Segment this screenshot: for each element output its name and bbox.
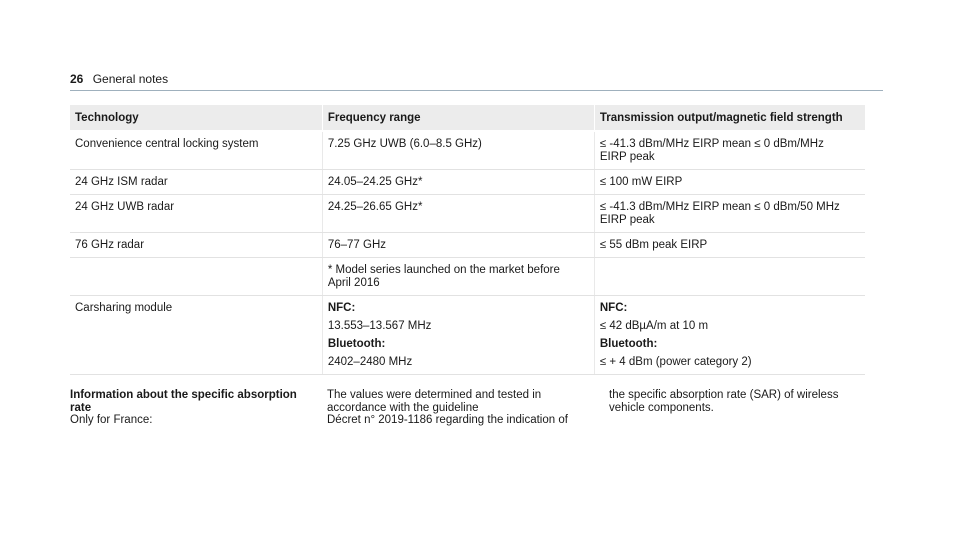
info-text-line: accordance with the guideline — [327, 401, 479, 414]
cell-power-line: EIRP peak — [599, 214, 655, 226]
info-column-3 — [609, 389, 871, 414]
cell-frequency: 7.25 GHz UWB (6.0–8.5 GHz) — [322, 131, 594, 170]
cell-technology: 76 GHz radar — [70, 233, 322, 258]
info-text-line: Only for France: — [70, 414, 153, 426]
table-header-row — [70, 105, 865, 131]
cell-empty — [594, 258, 865, 296]
column-header-frequency: Frequency range — [322, 105, 594, 131]
bluetooth-label: Bluetooth: — [327, 338, 386, 350]
bluetooth-label: Bluetooth: — [599, 338, 658, 350]
cell-power — [594, 170, 865, 195]
cell-footnote — [322, 258, 594, 296]
info-column-1 — [70, 389, 320, 427]
info-text-line: Décret n° 2019-1186 regarding the indication of — [327, 414, 568, 426]
cell-technology: Carsharing module — [70, 296, 322, 375]
nfc-label: NFC: — [327, 302, 356, 314]
page-number: 26 — [70, 72, 84, 86]
info-text-line: the specific absorption rate (SAR) of wireless — [609, 389, 839, 401]
cell-frequency: 76–77 GHz — [322, 233, 594, 258]
cell-power-line: ≤ 55 dBm peak EIRP — [599, 239, 708, 251]
info-column-2 — [327, 389, 589, 427]
cell-frequency — [322, 296, 594, 375]
nfc-label: NFC: — [599, 302, 628, 314]
cell-frequency: 24.05–24.25 GHz* — [322, 170, 594, 195]
table-row — [70, 195, 865, 233]
table-row-carsharing — [70, 296, 865, 375]
bluetooth-power: ≤ + 4 dBm (power category 2) — [599, 356, 752, 368]
column-header-transmission: Transmission output/magnetic field strength — [594, 105, 865, 131]
bluetooth-frequency: 2402–2480 MHz — [327, 356, 413, 368]
info-title-line: Information about the specific absorption — [70, 389, 297, 401]
table-row — [70, 131, 865, 170]
info-text-line: The values were determined and tested in — [327, 389, 542, 401]
cell-power-line: ≤ 100 mW EIRP — [599, 176, 683, 188]
cell-technology: 24 GHz UWB radar — [70, 195, 322, 233]
nfc-frequency: 13.553–13.567 MHz — [327, 320, 432, 332]
info-title-line: rate — [70, 401, 92, 414]
cell-technology: Convenience central locking system — [70, 131, 322, 170]
cell-power-line: ≤ -41.3 dBm/MHz EIRP mean ≤ 0 dBm/MHz — [599, 138, 824, 150]
cell-frequency: 24.25–26.65 GHz* — [322, 195, 594, 233]
page-header — [70, 72, 168, 86]
header-divider — [70, 90, 883, 91]
cell-power-line: EIRP peak — [599, 151, 655, 163]
table-row-footnote — [70, 258, 865, 296]
cell-power — [594, 195, 865, 233]
footnote-line: April 2016 — [327, 277, 380, 289]
column-header-technology: Technology — [70, 105, 322, 131]
footnote-line: * Model series launched on the market before — [327, 264, 560, 276]
cell-power-line: ≤ -41.3 dBm/MHz EIRP mean ≤ 0 dBm/50 MHz — [599, 201, 840, 213]
cell-power — [594, 233, 865, 258]
section-title: General notes — [92, 72, 169, 86]
info-text-line: vehicle components. — [609, 401, 714, 414]
table-row — [70, 170, 865, 195]
table-row — [70, 233, 865, 258]
cell-technology: 24 GHz ISM radar — [70, 170, 322, 195]
technology-table — [70, 105, 865, 375]
nfc-power: ≤ 42 dBµA/m at 10 m — [599, 320, 709, 332]
cell-power — [594, 131, 865, 170]
cell-power — [594, 296, 865, 375]
cell-empty — [70, 258, 322, 296]
